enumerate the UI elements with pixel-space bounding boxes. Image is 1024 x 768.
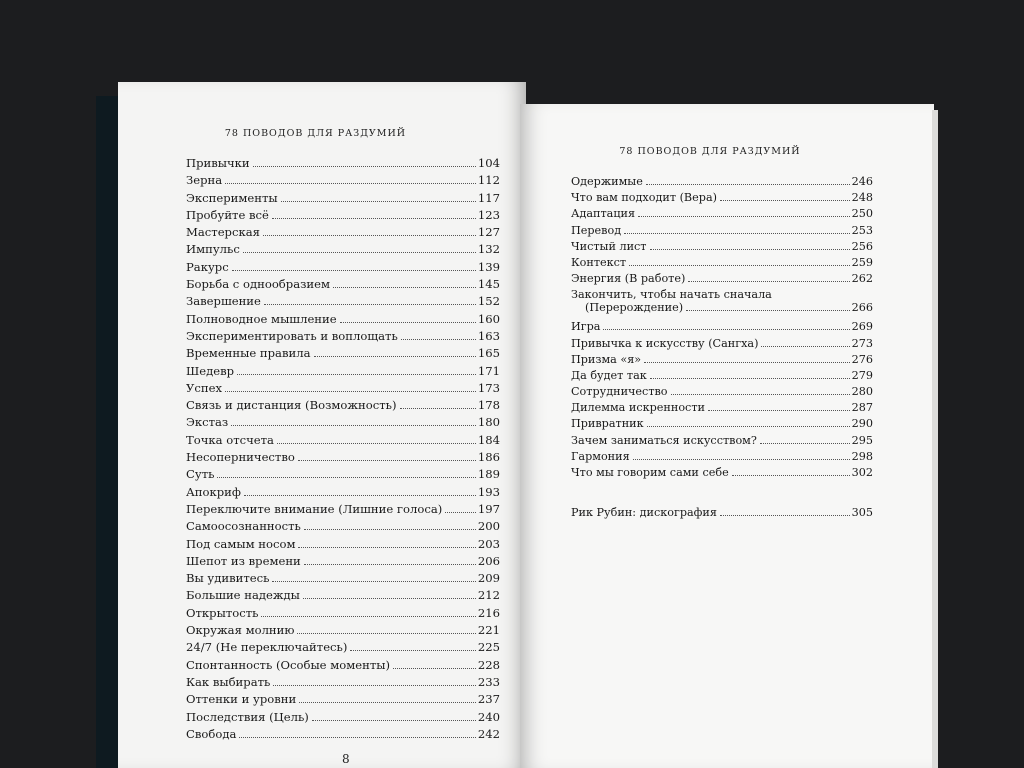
dot-leader — [281, 201, 476, 202]
toc-entry-title: Шедевр — [186, 363, 235, 378]
dot-leader — [272, 581, 475, 582]
toc-entry-page: 290 — [851, 417, 873, 431]
toc-entry-title: Привычки — [186, 156, 250, 170]
dot-leader — [393, 668, 476, 669]
toc-entry-page: 189 — [477, 467, 500, 482]
toc-entry — [186, 502, 500, 519]
toc-entry — [186, 208, 500, 225]
toc-entry — [571, 272, 873, 288]
toc-entry-title: Дилемма искренности — [571, 401, 705, 415]
toc-entry — [186, 450, 500, 467]
toc-entry-page: 279 — [851, 368, 873, 382]
toc-entry-title: Полноводное мышление — [186, 311, 337, 326]
dot-leader — [298, 460, 476, 461]
toc-entry-page: 180 — [477, 415, 500, 430]
toc-entry-page: 112 — [477, 173, 500, 188]
toc-entry — [571, 385, 873, 401]
toc-entry-page: 246 — [851, 175, 873, 188]
toc-entry — [186, 156, 500, 173]
toc-entry-title: Временные правила — [186, 346, 311, 361]
toc-entry — [186, 398, 500, 415]
dot-leader — [401, 339, 476, 340]
toc-entry — [186, 173, 500, 190]
toc-entry-page: 139 — [477, 259, 500, 274]
toc-entry-page: 233 — [477, 674, 500, 689]
dot-leader — [273, 685, 476, 686]
toc-entry-page: 145 — [477, 277, 500, 292]
toc-entry-title: Рик Рубин: дискография — [571, 506, 717, 519]
dot-leader — [225, 391, 476, 392]
toc-entry-title: Игра — [571, 320, 601, 334]
toc-entry-page: 212 — [477, 588, 500, 603]
toc-entry-title-line1: Закончить, чтобы начать сначала — [571, 288, 772, 302]
toc-entry-title: Окружая молнию — [186, 623, 295, 638]
dot-leader — [217, 477, 475, 478]
toc-entry-title: Экстаз — [186, 415, 229, 430]
toc-entry-title: Как выбирать — [186, 674, 271, 689]
toc-entry — [186, 260, 500, 277]
left-contents-list — [186, 156, 500, 744]
left-running-head: 78 ПОВОДОВ ДЛЯ РАЗДУМИЙ — [224, 128, 407, 139]
dot-leader — [686, 310, 850, 311]
toc-entry — [571, 401, 873, 417]
toc-entry-page: 132 — [477, 242, 500, 257]
toc-entry — [571, 224, 873, 240]
dot-leader — [312, 720, 476, 721]
dot-leader — [333, 287, 476, 288]
toc-entry-page: 305 — [851, 506, 873, 519]
dot-leader — [304, 529, 476, 530]
toc-entry-title: Борьба с однообразием — [186, 277, 331, 292]
dot-leader — [225, 183, 476, 184]
toc-entry-title: Шепот из времени — [186, 553, 301, 568]
toc-entry-title: Свобода — [186, 726, 237, 741]
dot-leader — [603, 329, 849, 330]
page-edges — [932, 110, 938, 768]
toc-entry-page: 209 — [477, 571, 500, 586]
dot-leader — [624, 233, 850, 234]
dot-leader — [650, 249, 850, 250]
toc-entry-title: Спонтанность (Особые моменты) — [186, 657, 390, 672]
right-running-head: 78 ПОВОДОВ ДЛЯ РАЗДУМИЙ — [619, 146, 801, 157]
toc-entry-title: Сотрудничество — [571, 385, 668, 399]
dot-leader — [304, 564, 476, 565]
dot-leader — [671, 394, 850, 395]
toc-entry — [186, 312, 500, 329]
dot-leader — [253, 166, 476, 167]
toc-entry-page: 240 — [477, 709, 500, 724]
toc-entry — [186, 415, 500, 432]
dot-leader — [261, 616, 475, 617]
toc-entry-title: Самоосознанность — [186, 519, 301, 534]
toc-entry-title: Ракурс — [186, 259, 229, 274]
toc-entry-page: 165 — [477, 346, 500, 361]
dot-leader — [264, 304, 476, 305]
toc-entry — [571, 207, 873, 223]
toc-entry-page: 225 — [477, 640, 500, 655]
toc-entry — [186, 537, 500, 554]
toc-entry-title: Контекст — [571, 255, 627, 269]
toc-entry — [571, 175, 873, 191]
toc-entry-page: 123 — [477, 207, 500, 222]
toc-entry — [186, 623, 500, 640]
toc-entry — [186, 710, 500, 727]
dot-leader — [720, 515, 850, 516]
toc-entry-page: 178 — [477, 398, 500, 413]
toc-entry-title: Открытость — [186, 605, 259, 620]
toc-entry-title: Вы удивитесь — [186, 571, 270, 586]
toc-entry — [571, 320, 873, 336]
toc-entry-page: 242 — [477, 726, 500, 741]
toc-entry-page: 171 — [477, 363, 500, 378]
toc-entry — [186, 692, 500, 709]
toc-entry — [186, 467, 500, 484]
dot-leader — [708, 410, 850, 411]
toc-entry-page: 295 — [851, 433, 873, 447]
dot-leader — [445, 512, 476, 513]
dot-leader — [239, 737, 475, 738]
toc-entry-page: 237 — [477, 692, 500, 707]
toc-entry-wrapped — [571, 288, 873, 320]
toc-entry-title: Энергия (В работе) — [571, 272, 686, 286]
toc-entry-page: 193 — [477, 484, 500, 499]
toc-entry-title: Зерна — [186, 173, 223, 188]
toc-entry-page: 197 — [477, 501, 500, 516]
page-number: 8 — [342, 752, 350, 766]
toc-entry — [186, 519, 500, 536]
toc-entry-page: 276 — [851, 352, 873, 366]
toc-entry-page: 228 — [477, 657, 500, 672]
toc-entry — [571, 353, 873, 369]
dot-leader — [638, 216, 850, 217]
dot-leader — [232, 270, 476, 271]
toc-entry-title: 24/7 (Не переключайтесь) — [186, 640, 348, 655]
toc-entry-page: 302 — [851, 466, 873, 479]
dot-leader — [650, 378, 850, 379]
dot-leader — [400, 408, 476, 409]
toc-entry — [186, 364, 500, 381]
toc-entry — [571, 337, 873, 353]
toc-entry-title: Успех — [186, 380, 222, 395]
toc-entry-title: Да будет так — [571, 368, 647, 382]
toc-entry-title: Точка отсчета — [186, 432, 274, 447]
dot-leader — [732, 475, 850, 476]
toc-entry-page: 117 — [477, 190, 500, 205]
toc-entry-page: 160 — [477, 311, 500, 326]
toc-entry — [571, 434, 873, 450]
dot-leader — [272, 218, 476, 219]
toc-entry-title: Импульс — [186, 242, 240, 257]
toc-entry-title: Одержимые — [571, 175, 643, 188]
toc-entry — [186, 346, 500, 363]
toc-entry — [571, 417, 873, 433]
toc-entry-title: Чистый лист — [571, 239, 647, 253]
toc-entry-page: 104 — [477, 156, 500, 170]
dot-leader — [688, 281, 849, 282]
toc-entry-page: 273 — [851, 336, 873, 350]
toc-entry-title: Несоперничество — [186, 450, 295, 465]
toc-entry — [571, 450, 873, 466]
toc-entry-line2 — [571, 301, 873, 314]
toc-entry-title-line2: (Перерождение) — [585, 301, 684, 315]
toc-entry-title: Оттенки и уровни — [186, 692, 297, 707]
toc-entry — [186, 433, 500, 450]
toc-entry — [571, 506, 873, 523]
dot-leader — [760, 443, 850, 444]
toc-entry-page: 173 — [477, 380, 500, 395]
toc-entry-page: 186 — [477, 450, 500, 465]
toc-entry — [186, 242, 500, 259]
dot-leader — [314, 356, 476, 357]
toc-entry — [186, 658, 500, 675]
toc-entry — [571, 466, 873, 482]
toc-entry-title: Зачем заниматься искусством? — [571, 433, 757, 447]
right-contents-list — [571, 175, 873, 482]
dot-leader — [263, 235, 476, 236]
dot-leader — [297, 633, 475, 634]
dot-leader — [633, 459, 850, 460]
toc-entry-page: 280 — [851, 385, 873, 399]
dot-leader — [231, 425, 476, 426]
toc-entry — [186, 294, 500, 311]
toc-entry — [186, 571, 500, 588]
dot-leader — [299, 702, 476, 703]
dot-leader — [647, 426, 850, 427]
toc-entry — [186, 225, 500, 242]
dot-leader — [277, 443, 476, 444]
toc-entry-page: 298 — [851, 449, 873, 463]
toc-entry-title: Адаптация — [571, 207, 636, 221]
toc-entry — [186, 381, 500, 398]
toc-entry-title: Пробуйте всё — [186, 207, 269, 222]
dot-leader — [303, 598, 476, 599]
toc-entry-page: 152 — [477, 294, 500, 309]
dot-leader — [244, 495, 476, 496]
toc-entry — [186, 485, 500, 502]
dot-leader — [720, 200, 850, 201]
toc-entry — [186, 191, 500, 208]
toc-entry-title: Большие надежды — [186, 588, 300, 603]
toc-entry-title: Под самым носом — [186, 536, 296, 551]
toc-entry-title: Что мы говорим сами себе — [571, 466, 729, 479]
toc-entry — [186, 606, 500, 623]
toc-entry-title: Гармония — [571, 449, 630, 463]
dot-leader — [644, 362, 849, 363]
dot-leader — [646, 184, 850, 185]
dot-leader — [350, 650, 475, 651]
toc-entry — [571, 256, 873, 272]
toc-entry-title: Связь и дистанция (Возможность) — [186, 398, 397, 413]
dot-leader — [340, 322, 476, 323]
toc-entry-page: 250 — [851, 207, 873, 221]
toc-entry-page: 253 — [851, 223, 873, 237]
toc-entry — [186, 588, 500, 605]
toc-entry — [571, 240, 873, 256]
toc-entry-page: 216 — [477, 605, 500, 620]
toc-entry-title: Привычка к искусству (Сангха) — [571, 336, 759, 350]
toc-entry-title: Призма «я» — [571, 352, 642, 366]
toc-entry-page: 266 — [851, 301, 873, 315]
toc-entry — [186, 675, 500, 692]
toc-entry-title: Суть — [186, 467, 215, 482]
toc-entry-title: Завершение — [186, 294, 261, 309]
toc-entry — [186, 554, 500, 571]
toc-entry-page: 184 — [477, 432, 500, 447]
final-contents-list — [571, 506, 873, 523]
toc-entry-title: Апокриф — [186, 484, 241, 499]
toc-entry-page: 259 — [851, 255, 873, 269]
toc-entry-title: Привратник — [571, 417, 644, 431]
toc-entry-page: 269 — [851, 320, 873, 334]
toc-entry-title: Перевод — [571, 223, 622, 237]
toc-entry-page: 287 — [851, 401, 873, 415]
toc-entry-page: 163 — [477, 328, 500, 343]
toc-entry-page: 221 — [477, 623, 500, 638]
toc-entry-page: 262 — [851, 272, 873, 286]
dot-leader — [243, 252, 476, 253]
dot-leader — [629, 265, 850, 266]
toc-entry — [186, 727, 500, 744]
toc-entry-page: 248 — [851, 191, 873, 205]
dot-leader — [237, 374, 476, 375]
toc-entry-page: 200 — [477, 519, 500, 534]
toc-entry-title: Экспериментировать и воплощать — [186, 328, 398, 343]
toc-entry — [571, 369, 873, 385]
toc-entry-title: Мастерская — [186, 225, 260, 240]
toc-entry-page: 206 — [477, 553, 500, 568]
toc-entry — [186, 329, 500, 346]
toc-entry — [186, 640, 500, 657]
toc-entry-title: Что вам подходит (Вера) — [571, 191, 717, 205]
toc-entry — [571, 191, 873, 207]
dot-leader — [298, 547, 475, 548]
toc-entry-title: Эксперименты — [186, 190, 278, 205]
toc-entry — [186, 277, 500, 294]
dot-leader — [761, 346, 849, 347]
toc-entry-page: 127 — [477, 225, 500, 240]
toc-entry-title: Переключите внимание (Лишние голоса) — [186, 501, 443, 516]
toc-entry-page: 256 — [851, 239, 873, 253]
toc-entry-title: Последствия (Цель) — [186, 709, 309, 724]
toc-entry-page: 203 — [477, 536, 500, 551]
